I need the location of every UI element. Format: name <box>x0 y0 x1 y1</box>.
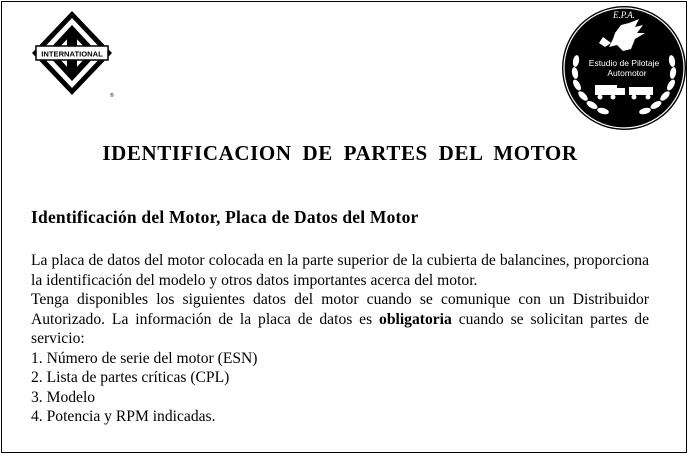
paragraph-2-start: Tenga disponibles los siguientes datos del motor cuando se comunique con un Distribuidor Autorizado. La información de la placa de datos es <box>31 291 649 328</box>
list-item: 3. Modelo <box>31 388 96 406</box>
seal-top-text: E.P.A. <box>612 10 636 20</box>
paragraph-2-bold: obligatoria <box>379 310 452 328</box>
list-item: 1. Número de serie del motor (ESN) <box>31 349 258 367</box>
international-logo-text: INTERNATIONAL <box>41 49 103 59</box>
international-diamond-icon <box>30 9 114 99</box>
paragraph-1: La placa de datos del motor colocada en la parte superior de la cubierta de balancines, proporciona la identificación del modelo y otros datos importantes acerca del motor. <box>31 252 649 289</box>
seal-line1-text: Estudio de Pilotaje <box>588 58 660 68</box>
page-title: IDENTIFICACION DE PARTES DEL MOTOR <box>102 141 578 165</box>
international-logo <box>30 9 114 99</box>
epa-seal-logo <box>559 3 689 133</box>
section-heading: Identificación del Motor, Placa de Datos del Motor <box>31 207 419 227</box>
seal-line2-text: Automotor <box>607 68 647 78</box>
list-item: 2. Lista de partes críticas (CPL) <box>31 369 230 386</box>
list-item: 4. Potencia y RPM indicadas. <box>31 408 216 425</box>
paragraph-2 <box>31 290 649 349</box>
paragraph-2-end: cuando se solicitan partes de servicio: <box>31 310 649 347</box>
svg-text:®: ® <box>110 93 114 99</box>
body-text <box>31 251 649 427</box>
eagle-laurel-seal-icon <box>559 3 689 133</box>
